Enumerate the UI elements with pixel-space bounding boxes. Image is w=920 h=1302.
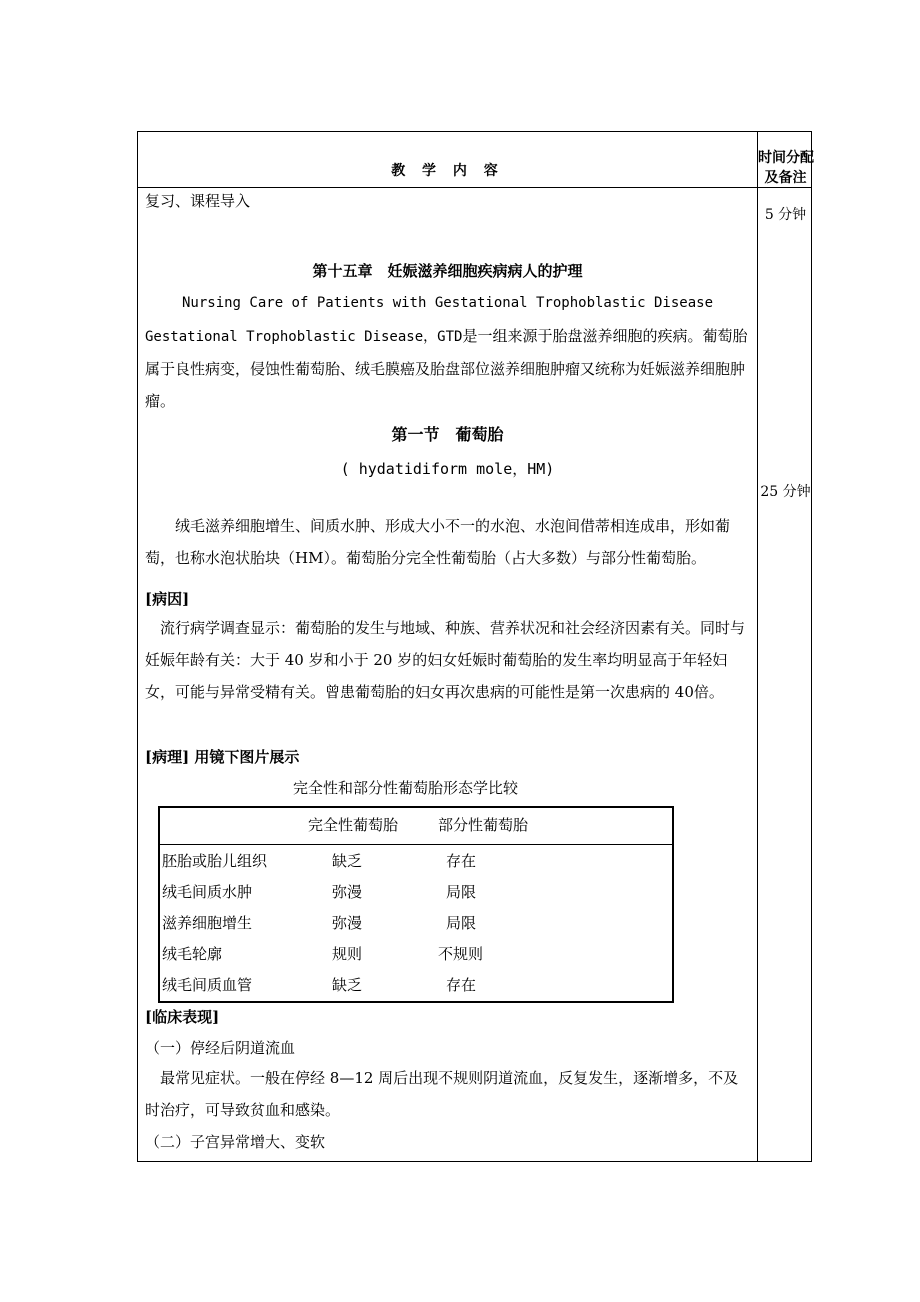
row-complete-value: 缺乏 <box>332 852 363 870</box>
comparison-header-rule <box>160 844 672 845</box>
comparison-header-complete: 完全性葡萄胎 <box>308 816 399 834</box>
table-row <box>160 881 672 912</box>
chapter-title: 第十五章 妊娠滋养细胞疾病病人的护理 <box>312 262 583 280</box>
chapter-title-english: Nursing Care of Patients with Gestational Trophoblastic Disease <box>181 295 713 311</box>
row-feature: 绒毛间质水肿 <box>162 883 253 901</box>
row-complete-value: 缺乏 <box>332 976 363 994</box>
time-column-header <box>758 148 813 188</box>
lesson-plan-table <box>137 131 812 1162</box>
content-column-header: 教 学 内 容 <box>391 163 504 179</box>
etiology-paragraph: 流行病学调查显示：葡萄胎的发生与地域、种族、营养状况和社会经济因素有关。同时与妊娠年龄有关：大于 40 岁和小于 20 岁的妇女妊娠时葡萄胎的发生率均明显高于年轻妇女，可能与异常受精有关。曾患葡萄胎的妇女再次患病的可能性是第一次患病的 40倍。 <box>145 619 746 701</box>
row-complete-value: 弥漫 <box>332 883 363 901</box>
etiology-heading: [病因] <box>145 590 190 608</box>
table-row <box>160 943 672 974</box>
comparison-table-title: 完全性和部分性葡萄胎形态学比较 <box>293 779 519 797</box>
header-divider <box>138 187 811 188</box>
review-label: 复习、课程导入 <box>145 192 251 210</box>
comparison-table <box>158 806 674 1003</box>
time-note-section: 25 分钟 <box>760 484 811 500</box>
row-feature: 滋养细胞增生 <box>162 914 253 932</box>
comparison-header-partial: 部分性葡萄胎 <box>438 816 529 834</box>
row-complete-value: 弥漫 <box>332 914 363 932</box>
clinical-heading: [临床表现] <box>145 1008 220 1026</box>
time-header-line2: 及备注 <box>764 170 807 186</box>
section-subtitle: ( hydatidiform mole，HM) <box>340 460 555 478</box>
pathology-heading: [病理] 用镜下图片展示 <box>145 748 300 766</box>
row-feature: 绒毛轮廓 <box>162 945 223 963</box>
row-partial-value: 存在 <box>446 852 477 870</box>
row-partial-value: 局限 <box>446 883 477 901</box>
row-complete-value: 规则 <box>332 945 363 963</box>
intro-english-term: Gestational Trophoblastic Disease，GTD <box>145 329 463 345</box>
row-feature: 绒毛间质血管 <box>162 976 253 994</box>
table-row <box>160 850 672 881</box>
table-row <box>160 974 672 1005</box>
row-feature: 胚胎或胎儿组织 <box>162 852 268 870</box>
table-row <box>160 912 672 943</box>
clinical-item-1-text: 最常见症状。一般在停经 8—12 周后出现不规则阴道流血，反复发生，逐渐增多，不及时治疗，可导致贫血和感染。 <box>145 1069 739 1119</box>
time-header-line1: 时间分配 <box>758 150 814 166</box>
time-note-review: 5 分钟 <box>764 207 807 223</box>
row-partial-value: 不规则 <box>438 945 484 963</box>
clinical-item-2: （二）子宫异常增大、变软 <box>145 1133 326 1151</box>
row-partial-value: 局限 <box>446 914 477 932</box>
intro-text: 是一组来源于胎盘滋养细胞的疾病。葡萄胎属于良性病变，侵蚀性葡萄胎、绒毛膜癌及胎盘部位滋养细胞肿瘤又统称为妊娠滋养细胞肿瘤。 <box>145 327 748 410</box>
definition-paragraph: 绒毛滋养细胞增生、间质水肿、形成大小不一的水泡、水泡间借蒂相连成串，形如葡萄，也称水泡状胎块（HM）。葡萄胎分完全性葡萄胎（占大多数）与部分性葡萄胎。 <box>145 517 731 567</box>
clinical-item-1: （一）停经后阴道流血 <box>145 1039 296 1057</box>
section-title: 第一节 葡萄胎 <box>391 425 504 444</box>
row-partial-value: 存在 <box>446 976 477 994</box>
intro-paragraph <box>145 320 753 417</box>
column-divider <box>757 132 758 1161</box>
